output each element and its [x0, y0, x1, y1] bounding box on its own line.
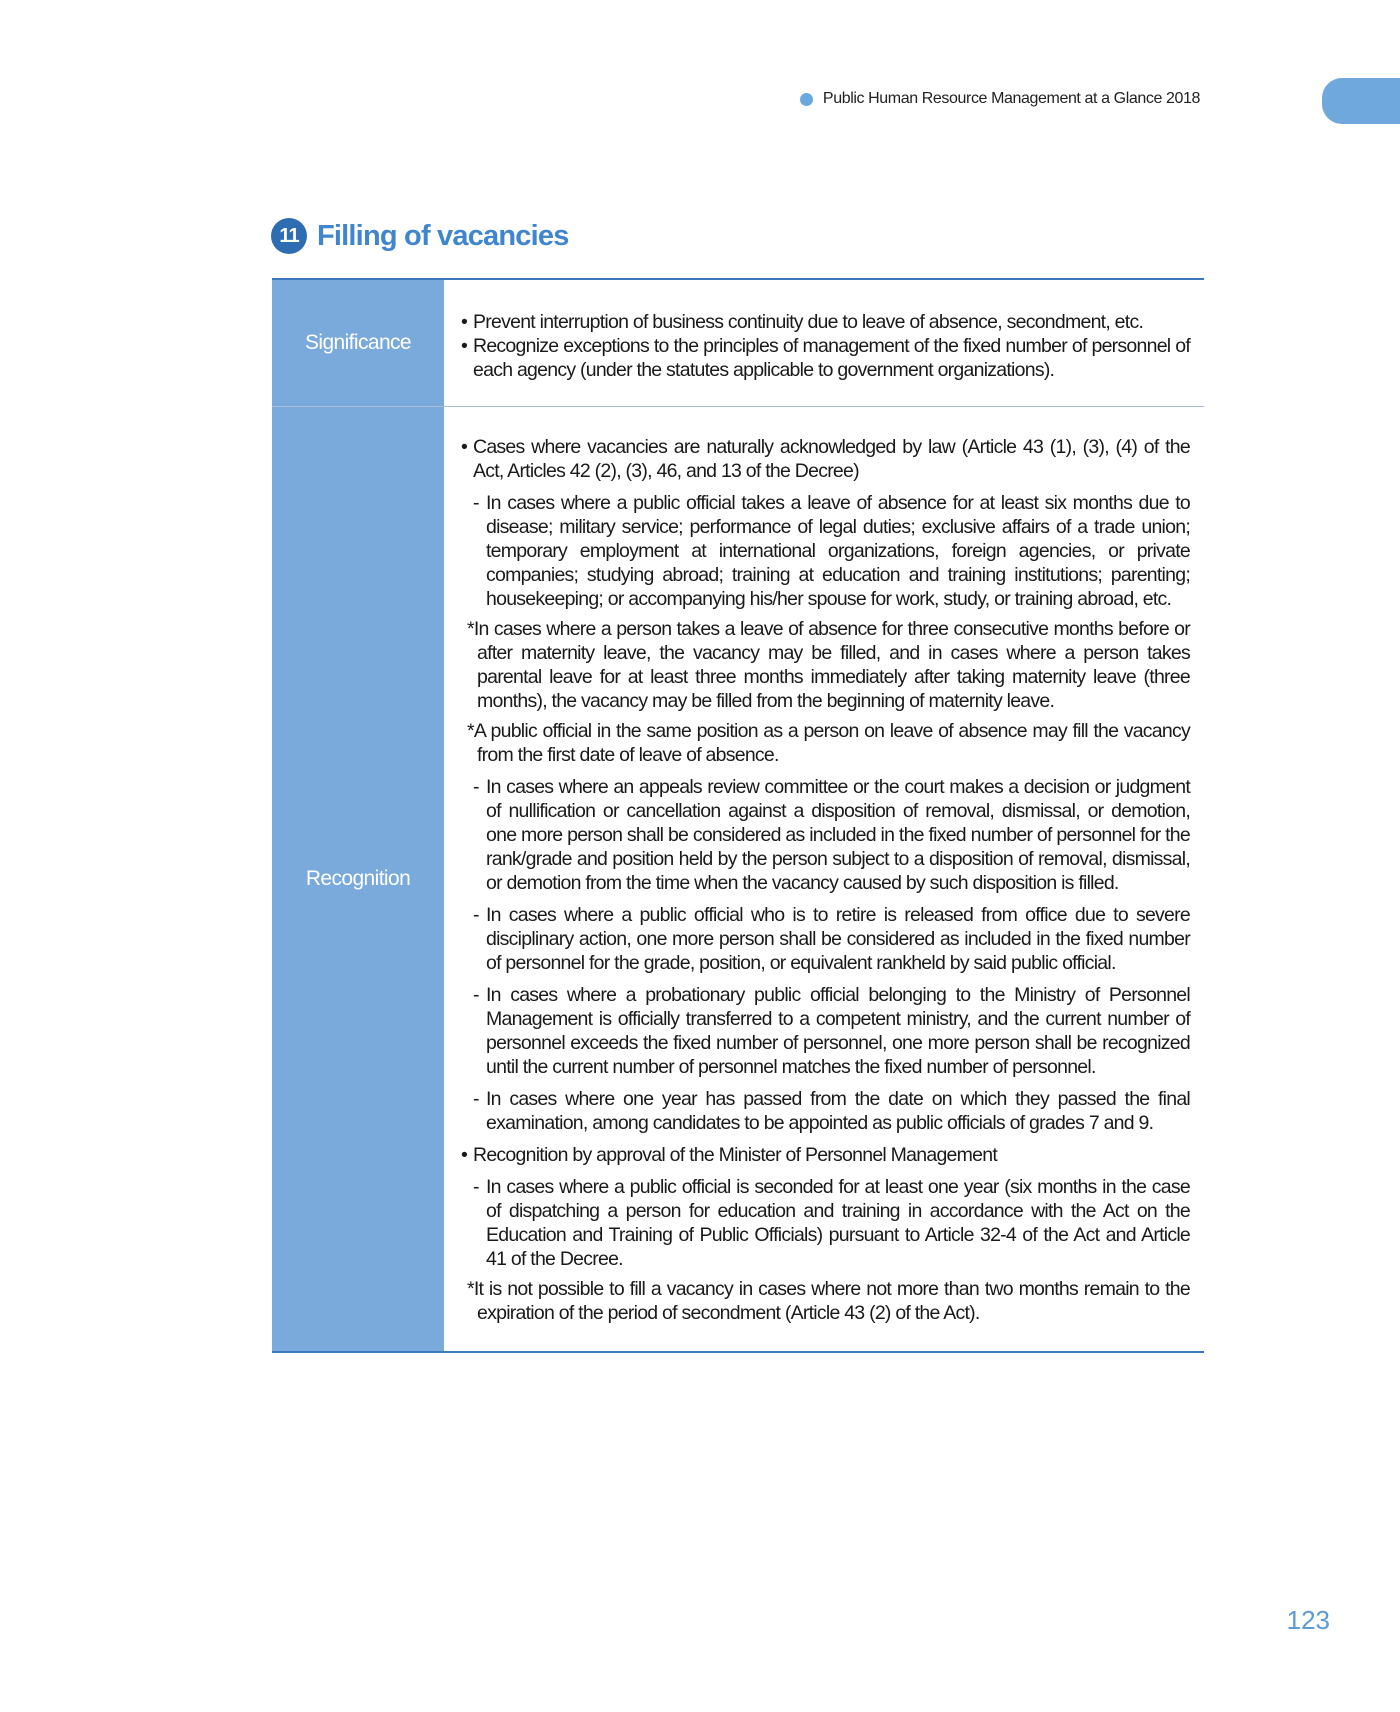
bullet-item: • Prevent interruption of business continuity due to leave of absence, secondment, etc.	[461, 310, 1190, 334]
bullet-item: • Cases where vacancies are naturally acknowledged by law (Article 43 (1), (3), (4) of the Act, Articles 42 (2), (3), 46, and 13 of the Decree)	[461, 435, 1190, 483]
row-content-significance	[447, 280, 1204, 406]
note-item: *In cases where a person takes a leave of absence for three consecutive months before or after maternity leave, the vacancy may be filled, and in cases where a person takes parental leave for at least three months immediately after taking maternity leave (three months), the vacancy may be filled from the beginning of maternity leave.	[467, 618, 1190, 712]
running-header	[800, 90, 1200, 108]
content-table	[272, 278, 1204, 1353]
dash-item: - In cases where a public official who is to retire is released from office due to severe disciplinary action, one more person shall be considered as included in the fixed number of personnel for the grade, position, or equivalent rankheld by said public official.	[461, 903, 1190, 975]
header-tab-decoration	[1322, 78, 1400, 124]
bullet-item: • Recognition by approval of the Minister of Personnel Management	[461, 1143, 1190, 1167]
note-item: *It is not possible to fill a vacancy in cases where not more than two months remain to the expiration of the period of secondment (Article 43 (2) of the Act).	[467, 1278, 1190, 1324]
row-significance	[272, 280, 1204, 406]
section-title: Filling of vacancies	[317, 219, 569, 252]
running-title: Public Human Resource Management at a Glance 2018	[822, 90, 1200, 107]
bullet-item: • Recognize exceptions to the principles of management of the fixed number of personnel of each agency (under the statutes applicable to government organizations).	[461, 334, 1190, 382]
row-content-recognition	[447, 407, 1204, 1351]
row-recognition	[272, 406, 1204, 1351]
note-item: *A public official in the same position as a person on leave of absence may fill the vacancy from the first date of leave of absence.	[467, 720, 1190, 766]
page-number: 123	[1286, 1605, 1330, 1635]
dash-item: - In cases where one year has passed from the date on which they passed the final examination, among candidates to be appointed as public officials of grades 7 and 9.	[461, 1087, 1190, 1135]
section-heading	[271, 218, 569, 254]
dash-item: - In cases where a probationary public official belonging to the Ministry of Personnel Management is officially transferred to a competent ministry, and the current number of personnel exceeds the fixed number of personnel, one more person shall be recognized until the current number of personnel matches the fixed number of personnel.	[461, 983, 1190, 1079]
row-label-significance: Significance	[272, 280, 447, 406]
dash-item: - In cases where an appeals review committee or the court makes a decision or judgment of nullification or cancellation against a disposition of removal, dismissal, or demotion, one more person shall be considered as included in the fixed number of personnel for the rank/grade and position held by the person subject to a disposition of removal, dismissal, or demotion from the time when the vacancy caused by such disposition is filled.	[461, 775, 1190, 895]
dash-item: - In cases where a public official is seconded for at least one year (six months in the case of dispatching a person for education and training in accordance with the Act on the Education and Training of Public Officials) pursuant to Article 32-4 of the Act and Article 41 of the Decree.	[461, 1175, 1190, 1271]
header-bullet-icon	[800, 93, 813, 106]
dash-item: - In cases where a public official takes a leave of absence for at least six months due to disease; military service; performance of legal duties; exclusive affairs of a trade union; temporary employment at international organizations, foreign agencies, or private companies; studying abroad; training at education and training institutions; parenting; housekeeping; or accompanying his/her spouse for work, study, or training abroad, etc.	[461, 491, 1190, 611]
row-label-recognition: Recognition	[272, 407, 447, 1351]
section-number-badge: 11	[271, 218, 307, 254]
